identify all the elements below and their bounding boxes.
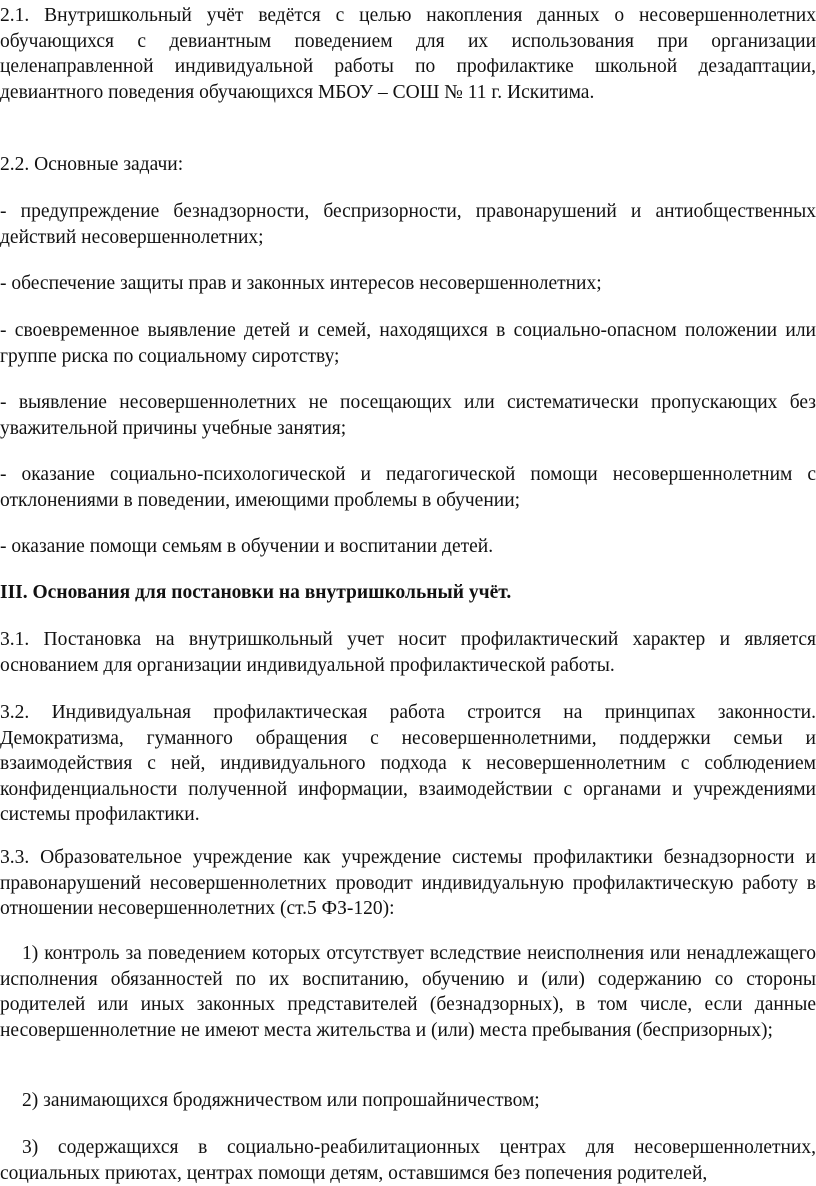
task-item-3: - своевременное выявление детей и семей, находящихся в социально-опасном положении или группе риска по социальному сиротству; — [0, 320, 816, 367]
paragraph-3-3: 3.3. Образовательное учреждение как учреждение системы профилактики безнадзорности и правонарушений несовершеннолетних проводит индивидуальную профилактическую работу в отношении несовершеннолетних (ст.5 ФЗ-120): — [0, 847, 816, 919]
task-item-5: - оказание социально-психологической и педагогической помощи несовершеннолетним с отклонениями в поведении, имеющими проблемы в обучении; — [0, 464, 816, 511]
paragraph-2-1: 2.1. Внутришкольный учёт ведётся с целью накопления данных о несовершеннолетних обучающихся с девиантным поведением для их использования при организации целенаправленной индивидуальной работы по профилактике школьной дезадаптации, девиантного поведения обучающихся МБОУ – СОШ № 11 г. Искитима. — [0, 5, 816, 103]
task-item-2: - обеспечение защиты прав и законных интересов несовершеннолетних; — [0, 273, 602, 294]
task-item-1: - предупреждение безнадзорности, беспризорности, правонарушений и антиобщественных действий несовершеннолетних; — [0, 201, 816, 248]
task-item-4: - выявление несовершеннолетних не посещающих или систематически пропускающих без уважительной причины учебные занятия; — [0, 392, 816, 439]
list-item-2: 2) занимающихся бродяжничеством или попрошайничеством; — [22, 1090, 540, 1111]
section-3-heading: III. Основания для постановки на внутришкольный учёт. — [0, 582, 512, 603]
task-item-6: - оказание помощи семьям в обучении и воспитании детей. — [0, 536, 494, 557]
list-item-3: 3) содержащихся в социально-реабилитационных центрах для несовершеннолетних, социальных приютах, центрах помощи детям, оставшимся без попечения родителей, — [0, 1137, 816, 1184]
paragraph-3-1: 3.1. Постановка на внутришкольный учет носит профилактический характер и является основанием для организации индивидуальной профилактической работы. — [0, 629, 816, 676]
list-item-1: 1) контроль за поведением которых отсутствует вследствие неисполнения или ненадлежащего исполнения обязанностей по их воспитанию, обучению и (или) содержанию со стороны родителей или иных законных представителей (безнадзорных), в том числе, если данные несовершеннолетние не имеют места жительства и (или) места пребывания (беспризорных); — [0, 943, 816, 1041]
paragraph-2-2: 2.2. Основные задачи: — [0, 154, 184, 175]
paragraph-3-2: 3.2. Индивидуальная профилактическая работа строится на принципах законности. Демократизма, гуманного обращения с несовершеннолетними, поддержки семьи и взаимодействия с ней, индивидуального подхода к несовершеннолетним с соблюдением конфиденциальности полученной информации, взаимодействии с органами и учреждениями системы профилактики. — [0, 702, 816, 825]
